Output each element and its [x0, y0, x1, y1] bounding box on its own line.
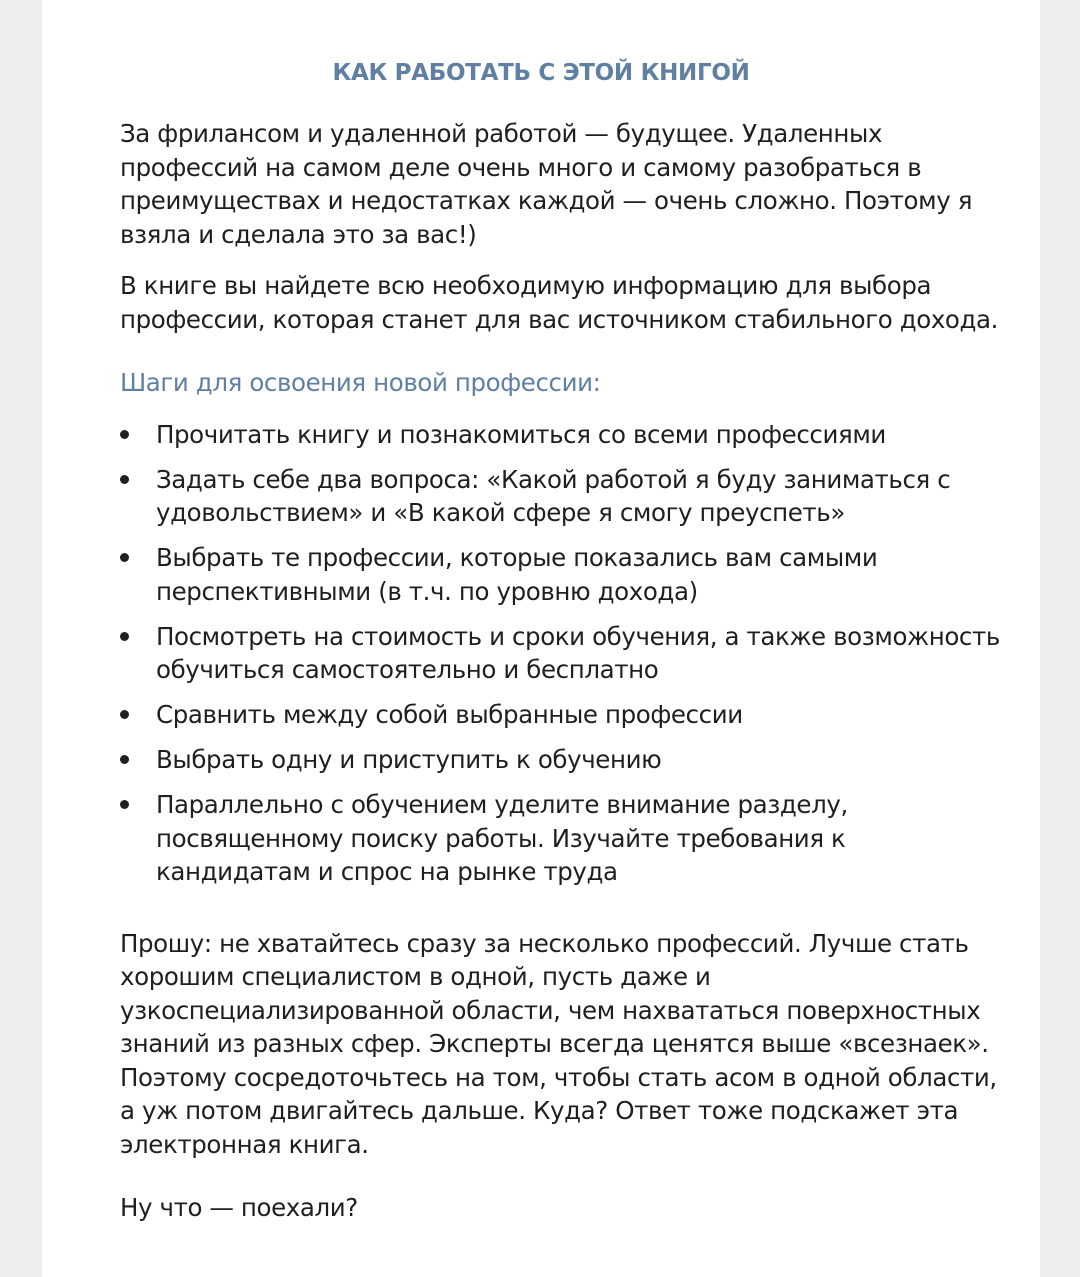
closing-line: Ну что — поехали?	[120, 1193, 358, 1222]
step-text: Посмотреть на стоимость и сроки обучения, а также возможность обучиться самостоятельно и бесплатно	[156, 621, 1000, 684]
list-item	[120, 743, 1000, 777]
bullet-icon	[120, 553, 129, 562]
list-item	[120, 418, 1000, 452]
page-content	[120, 117, 1000, 1225]
list-item	[120, 541, 1000, 608]
steps-list	[120, 418, 1000, 889]
step-text: Сравнить между собой выбранные профессии	[156, 700, 743, 729]
advice-paragraph: Прошу: не хватайтесь сразу за несколько профессий. Лучше стать хорошим специалистом в одной, пусть даже и узкоспециализированной области, чем нахвататься поверхностных знаний из разных сфер. Эксперты всегда ценятся выше «всезнаек». Поэтому сосредоточьтесь на том, чтобы стать асом в одной области, а уж потом двигайтесь дальше. Куда? Ответ тоже подскажет эта электронная книга.	[120, 928, 997, 1159]
intro-paragraph-2: В книге вы найдете всю необходимую информацию для выбора профессии, которая станет для вас источником стабильного дохода.	[120, 271, 999, 334]
intro-paragraph-1: За фрилансом и удаленной работой — будущее. Удаленных профессий на самом деле очень много и самому разобраться в преимуществах и недостатках каждой — очень сложно. Поэтому я взяла и сделала это за вас!)	[120, 119, 973, 249]
bullet-icon	[120, 475, 129, 484]
bullet-icon	[120, 632, 129, 641]
step-text: Прочитать книгу и познакомиться со всеми профессиями	[156, 419, 886, 449]
book-page	[42, 0, 1040, 1277]
step-text: Задать себе два вопроса: «Какой работой я буду заниматься с удовольствием» и «В какой сфере я смогу преуспеть»	[156, 464, 951, 527]
page-title: КАК РАБОТАТЬ С ЭТОЙ КНИГОЙ	[332, 60, 750, 86]
list-item	[120, 463, 1000, 530]
bullet-icon	[120, 755, 129, 764]
list-item	[120, 698, 1000, 732]
bullet-icon	[120, 430, 129, 439]
list-item	[120, 788, 1000, 889]
bullet-icon	[120, 800, 129, 809]
step-text: Выбрать одну и приступить к обучению	[156, 745, 662, 774]
steps-heading: Шаги для освоения новой профессии:	[120, 368, 601, 397]
bullet-icon	[120, 710, 129, 719]
step-text: Параллельно с обучением уделите внимание разделу, посвященному поиску работы. Изучайте требования к кандидатам и спрос на рынке труда	[156, 790, 848, 886]
step-text: Выбрать те профессии, которые показались вам самыми перспективными (в т.ч. по уровню дохода)	[156, 543, 878, 606]
list-item	[120, 620, 1000, 687]
